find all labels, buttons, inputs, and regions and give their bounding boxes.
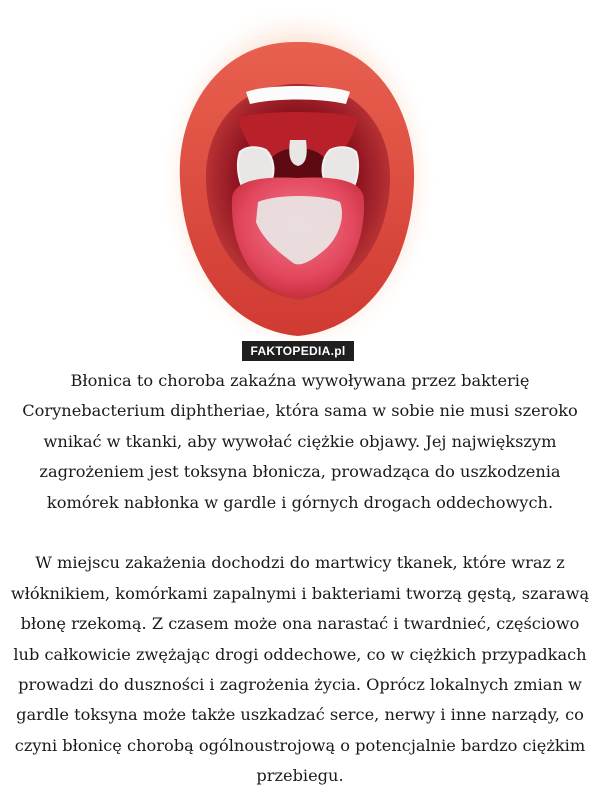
caption-text bbox=[8, 366, 592, 792]
diphtheria-throat-image bbox=[0, 0, 600, 345]
faktopedia-watermark: FAKTOPEDIA.pl bbox=[242, 341, 354, 361]
caption-paragraph-1: Błonica to choroba zakaźna wywoływana przez bakterię Corynebacterium diphtheriae, która sama w sobie nie musi szeroko wnikać w tkanki, aby wywołać ciężkie objawy. Jej największym zagrożeniem jest toksyna błonicza, prowadząca do uszkodzenia komórek nabłonka w gardle i górnych drogach oddechowych. bbox=[22, 371, 578, 512]
caption-paragraph-2: W miejscu zakażenia dochodzi do martwicy tkanek, które wraz z włóknikiem, komórkami zapalnymi i bakteriami tworzą gęstą, szarawą błonę rzekomą. Z czasem może ona narastać i twardnieć, częściowo lub całkowicie zwężając drogi oddechowe, co w ciężkich przypadkach prowadzi do duszności i zagrożenia życia. Oprócz lokalnych zmian w gardle toksyna może także uszkadzać serce, nerwy i inne narządy, co czyni błonicę chorobą ogólnoustrojową o potencjalnie bardzo ciężkim przebiegu. bbox=[10, 553, 590, 786]
open-mouth-illustration bbox=[0, 0, 600, 345]
